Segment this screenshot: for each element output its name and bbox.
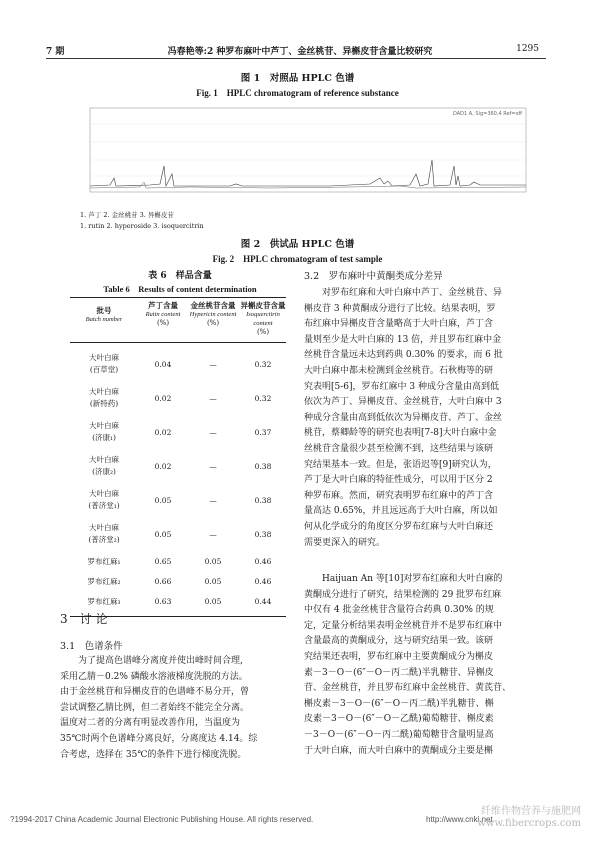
subsection-3-2-title: 3.2 罗布麻叶中黄酮类成分差异	[304, 271, 443, 282]
table-cell-isoquercitrin: 0.32	[254, 394, 272, 403]
table-row-source: (普济堂₂)	[88, 535, 120, 544]
table-row-name: 罗布红麻₃	[87, 597, 121, 606]
text-line: 桃苷，蔡卿龄等的研究也表明[7-8]大叶白麻中金	[304, 428, 497, 439]
section-3-title: 3 讨 论	[60, 612, 108, 626]
table-row-name: 大叶白麻	[89, 489, 119, 498]
text-line: 温度对二者的分离有明显改善作用，当温度为	[60, 718, 241, 729]
text-line: 采用乙腈－0.2% 磷酸水溶液梯度洗脱的方法。	[60, 671, 248, 682]
text-line: 何从化学成分的角度区分罗布红麻与大叶白麻还	[304, 522, 494, 532]
text-line: 究表明[5-6]，罗布红麻中 3 种成分含量由高到低	[304, 381, 499, 392]
text-line: 种成分含量由高到低依次为异槲皮苷、芦丁、金丝	[304, 412, 503, 423]
table-caption-cn: 表 6 样品含量	[148, 271, 212, 281]
table-cell-isoquercitrin: 0.38	[254, 462, 272, 471]
table-cell-rutin: 0.66	[154, 577, 172, 586]
table-row-source: (济康₂)	[92, 467, 116, 476]
text-line: 量高达 0.65%，并且远远高于大叶白麻，所以如	[304, 506, 498, 517]
text-line: 苷、金丝桃苷，并且罗布红麻中金丝桃苷、黄芪苷、	[304, 683, 512, 694]
table-cell-rutin: 0.02	[154, 462, 172, 471]
text-line: 由于金丝桃苷和异槲皮苷的色谱峰不易分开，曾	[60, 687, 250, 698]
table-cell-rutin: 0.02	[154, 428, 172, 437]
table-cell-rutin: 0.65	[154, 557, 172, 566]
table-row-name: 罗布红麻₁	[87, 557, 121, 566]
subsection-3-1-title: 3.1 色谱条件	[60, 641, 123, 652]
table-cell-isoquercitrin: 0.44	[254, 597, 272, 606]
text-line: 槲皮苷 3 种黄酮成分进行了比较。结果表明，罗	[304, 303, 496, 314]
table-row-name: 大叶白麻	[89, 523, 119, 532]
table-cell-hypericin: —	[209, 394, 217, 403]
chromatogram-frame	[90, 108, 526, 192]
hplc-chromatogram	[70, 104, 530, 200]
figure2-caption-en: Fig. 2 HPLC chromatogram of test sample	[212, 254, 383, 264]
table-cell-hypericin: —	[209, 360, 217, 369]
table-cell-hypericin: 0.05	[204, 577, 222, 586]
text-line: 黄酮成分进行了研究，结果检测的 29 批罗布红麻	[304, 589, 502, 600]
table-row-name: 大叶白麻	[89, 387, 119, 396]
text-line: 需要更深入的研究。	[304, 537, 386, 548]
copyright-footer: ?1994-2017 China Academic Journal Electronic Publishing House. All rights reserved.	[10, 815, 314, 824]
table-cell-isoquercitrin: 0.32	[254, 360, 272, 369]
table-cell-isoquercitrin: 0.46	[254, 577, 272, 586]
table-cell-rutin: 0.02	[154, 394, 172, 403]
figure1-caption-en: Fig. 1 HPLC chromatogram of reference substance	[196, 88, 399, 98]
text-line: 大叶白麻中都未检测到金丝桃苷。石秋梅等的研	[304, 366, 494, 376]
table-cell-hypericin: 0.05	[204, 597, 222, 606]
table-cell-hypericin: 0.05	[204, 557, 222, 566]
table-row-source: (济康₁)	[92, 433, 116, 442]
text-line: 究结果还表明，罗布红麻中主要黄酮成分为槲皮	[304, 652, 494, 662]
text-line: 对罗布红麻和大叶白麻中芦丁、金丝桃苷、异	[304, 288, 503, 298]
table-cell-hypericin: —	[209, 530, 217, 539]
text-line: 于大叶白麻，而大叶白麻中的黄酮成分主要是槲	[304, 745, 494, 756]
text-line: 布红麻中异槲皮苷含量略高于大叶白麻，芦丁含	[304, 319, 494, 330]
table-caption-en: Table 6 Results of content determination	[103, 284, 257, 294]
table-cell-isoquercitrin: 0.38	[254, 496, 272, 505]
text-line: 芦丁是大叶白麻的特征性成分，可以用于区分 2	[304, 475, 493, 486]
table-row-name: 大叶白麻	[89, 455, 119, 464]
table-row-name: 大叶白麻	[89, 421, 119, 430]
running-title: 冯春艳等:2 种罗布麻叶中芦丁、金丝桃苷、异槲皮苷含量比较研究	[167, 47, 433, 57]
table-header-isoquercitrin: 异槲皮苷含量 Isoquercitrin content (%)	[240, 301, 286, 336]
table-cell-rutin: 0.63	[154, 597, 172, 606]
table-cell-hypericin: —	[209, 462, 217, 471]
text-line: 槲皮素－3－O－(6″－O－丙二酰)半乳糖苷、槲	[304, 698, 494, 709]
chromatogram-trace	[90, 160, 526, 186]
legend-cn: 1. 芦丁 2. 金丝桃苷 3. 异槲皮苷	[80, 211, 174, 219]
watermark: 纤维作物营养与施肥网 www.fibercrops.com	[477, 806, 581, 829]
chromatogram-corner-label: DAD1 A, Sig=360,4 Ref=off	[452, 111, 522, 117]
table-cell-hypericin: —	[209, 428, 217, 437]
text-line: 定，定量分析结果表明金丝桃苷并不是罗布红麻中	[304, 620, 503, 631]
text-line: 含量最高的黄酮成分，这与研究结果一致。该研	[304, 636, 494, 647]
text-line: 为了提高色谱峰分离度并使出峰时间合理,	[60, 656, 243, 666]
text-line: 丝桃苷含量远未达到药典 0.30% 的要求，而 6 批	[304, 350, 503, 361]
table-cell-isoquercitrin: 0.38	[254, 530, 272, 539]
text-line: 丝桃苷含量很少甚至检测不到，这些结果与该研	[304, 444, 494, 454]
table-row-name: 罗布红麻₂	[87, 577, 121, 586]
table-cell-isoquercitrin: 0.37	[254, 428, 272, 437]
chromatogram-trace-2	[90, 182, 526, 188]
legend-en: 1. rutin 2. hyperoside 3. isoquercitrin	[80, 222, 204, 230]
figure2-caption-cn: 图 2 供试品 HPLC 色谱	[240, 239, 355, 250]
text-line: 素－3－O－(6″－O－丙二酰)半乳糖苷、异槲皮	[304, 667, 494, 678]
table-header-hypericin: 金丝桃苷含量 Hypericin content (%)	[189, 301, 237, 327]
text-line: 种罗布麻。然而，研究表明罗布红麻中的芦丁含	[304, 490, 494, 501]
table-row-source: (普济堂₁)	[88, 501, 120, 510]
table-cell-hypericin: —	[209, 496, 217, 505]
table-cell-rutin: 0.04	[154, 360, 172, 369]
footer-url[interactable]: http://www.cnki.net	[426, 815, 493, 824]
text-line: 35℃时两个色谱峰分离良好，分离度达 4.14。综	[60, 734, 258, 744]
table-cell-rutin: 0.05	[154, 496, 172, 505]
table-cell-isoquercitrin: 0.46	[254, 557, 272, 566]
text-line: 尝试调整乙腈比例，但二者始终不能完全分离。	[60, 702, 250, 713]
text-line: Haijuan An 等[10]对罗布红麻和大叶白麻的	[304, 574, 503, 584]
text-line: 合考虑，选择在 35℃的条件下进行梯度洗脱。	[60, 749, 247, 760]
table-header-batch: 批号 Batch number	[85, 306, 123, 323]
text-line: 依次为芦丁、异槲皮苷、金丝桃苷，大叶白麻中 3	[304, 397, 502, 408]
text-line: －3－O－(6″－O－丙二酰)葡萄糖苷含量明显高	[304, 730, 494, 740]
table-header-rule	[70, 342, 286, 343]
page-number: 1295	[516, 44, 539, 54]
chromatogram-grid	[90, 124, 526, 176]
text-line: 量则至少是大叶白麻的 13 倍，并且罗布红麻中金	[304, 334, 502, 345]
table-top-rule	[70, 297, 286, 298]
table-row-name: 大叶白麻	[89, 353, 119, 362]
text-line: 中仅有 4 批金丝桃苷含量符合药典 0.30% 的规	[304, 605, 494, 616]
table-cell-rutin: 0.05	[154, 530, 172, 539]
table-header-rutin: 芦丁含量 Rutin content (%)	[145, 301, 181, 327]
journal-issue: 7 期	[46, 47, 65, 57]
text-line: 究结果基本一致。但是，张语迟等[9]研究认为，	[304, 459, 497, 470]
header-rule	[46, 58, 546, 59]
figure1-caption-cn: 图 1 对照品 HPLC 色谱	[240, 73, 355, 84]
table-row-source: (百草堂)	[89, 365, 119, 374]
text-line: 皮素－3－O－(6″－O－乙酰)葡萄糖苷、槲皮素	[304, 714, 494, 725]
table-row-source: (新特药)	[89, 399, 119, 408]
